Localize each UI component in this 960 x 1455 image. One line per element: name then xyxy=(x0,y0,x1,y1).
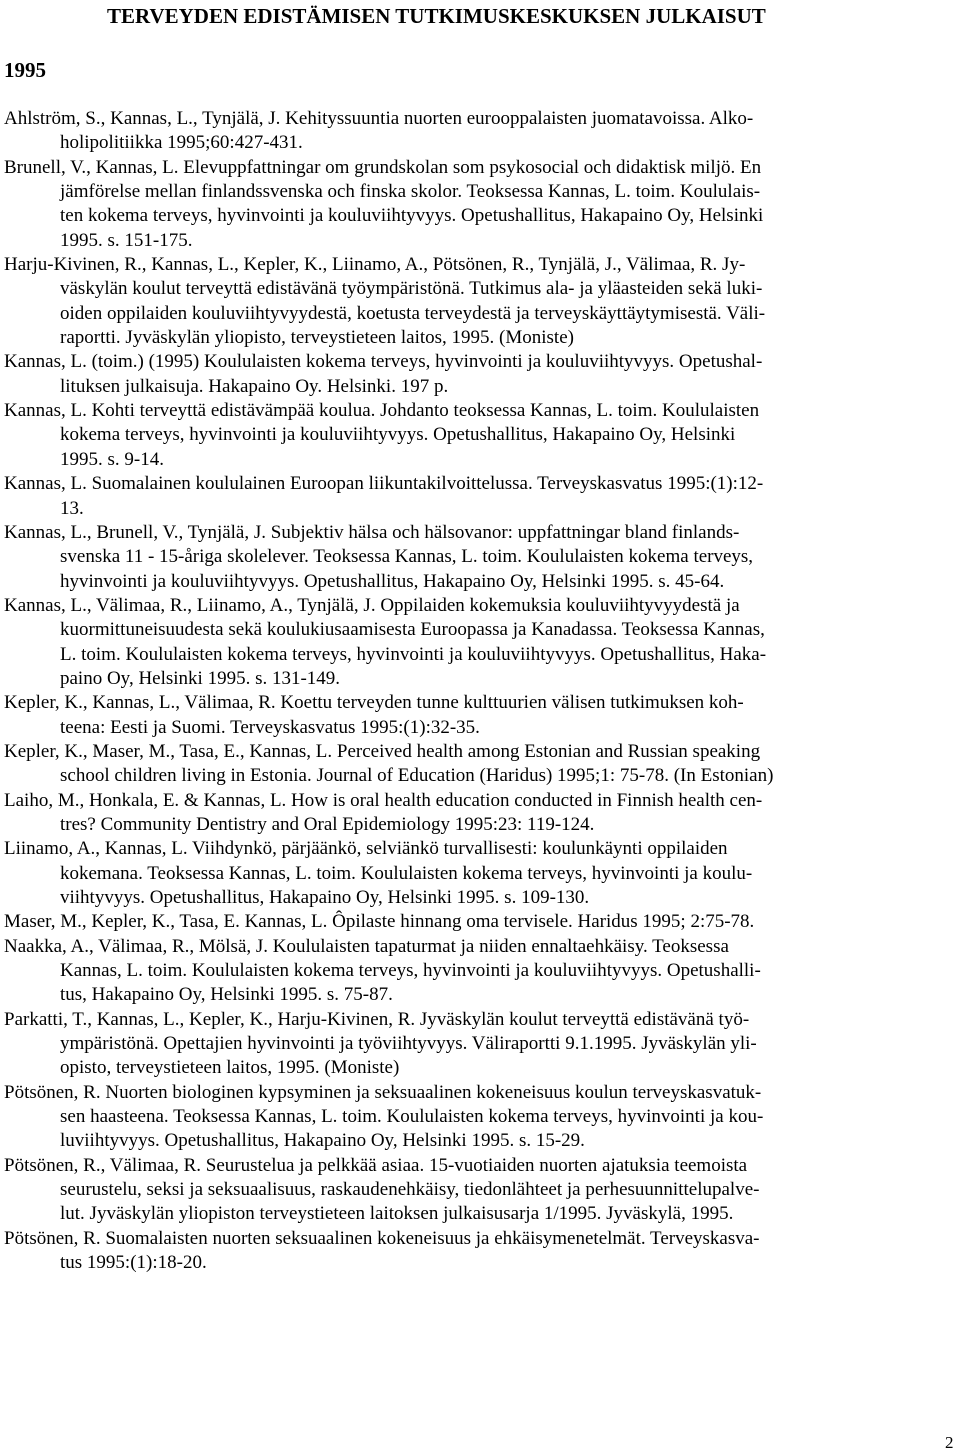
reference-line: school children living in Estonia. Journal of Education (Haridus) 1995;1: 75-78. (In Estonian) xyxy=(60,765,774,787)
reference-line: ympäristönä. Opettajien hyvinvointi ja työviihtyvyys. Väliraportti 9.1.1995. Jyväskylän yli- xyxy=(60,1033,757,1055)
reference-line: svenska 11 - 15-åriga skolelever. Teoksessa Kannas, L. toim. Koululaisten kokema terveys, xyxy=(60,546,754,568)
reference-line: kokemana. Teoksessa Kannas, L. toim. Koululaisten kokema terveys, hyvinvointi ja koulu- xyxy=(60,862,753,884)
reference-entry xyxy=(4,253,956,350)
reference-line: Naakka, A., Välimaa, R., Mölsä, J. Koululaisten tapaturmat ja niiden ennaltaehkäisy. Teoksessa xyxy=(4,935,729,957)
reference-line: ten kokema terveys, hyvinvointi ja kouluviihtyvyys. Opetushallitus, Hakapaino Oy, Helsinki xyxy=(60,205,764,227)
reference-line: Harju-Kivinen, R., Kannas, L., Kepler, K., Liinamo, A., Pötsönen, R., Tynjälä, J., Välimaa, R. Jy- xyxy=(4,254,746,276)
reference-entry xyxy=(4,1227,956,1276)
reference-entry xyxy=(4,521,956,594)
reference-entry xyxy=(4,1154,956,1227)
reference-line: L. toim. Koululaisten kokema terveys, hyvinvointi ja kouluviihtyvyys. Opetushallitus, Haka- xyxy=(60,643,767,665)
reference-entry xyxy=(4,935,956,1008)
reference-line: Kannas, L. (toim.) (1995) Koululaisten kokema terveys, hyvinvointi ja kouluviihtyvyys. Opetushal- xyxy=(4,351,763,373)
reference-line: Kannas, L. Kohti terveyttä edistävämpää koulua. Johdanto teoksessa Kannas, L. toim. Koululaisten xyxy=(4,400,760,422)
reference-line: sen haasteena. Teoksessa Kannas, L. toim. Koululaisten kokema terveys, hyvinvointi ja kou- xyxy=(60,1106,764,1128)
page-title: TERVEYDEN EDISTÄMISEN TUTKIMUSKESKUKSEN JULKAISUT xyxy=(107,4,766,28)
year-heading: 1995 xyxy=(4,58,46,82)
reference-line: jämförelse mellan finlandssvenska och finska skolor. Teoksessa Kannas, L. toim. Koululais- xyxy=(60,181,761,203)
reference-line: tus, Hakapaino Oy, Helsinki 1995. s. 75-87. xyxy=(60,984,393,1006)
reference-entry xyxy=(4,1008,956,1081)
reference-line: Pötsönen, R. Suomalaisten nuorten seksuaalinen kokeneisuus ja ehkäisymenetelmät. Terveyskasva- xyxy=(4,1227,760,1249)
reference-entry xyxy=(4,107,956,156)
reference-line: Brunell, V., Kannas, L. Elevuppfattningar om grundskolan som psykosocial och didaktisk miljö. En xyxy=(4,156,762,178)
reference-line: raportti. Jyväskylän yliopisto, terveystieteen laitos, 1995. (Moniste) xyxy=(60,327,574,349)
reference-entry xyxy=(4,594,956,691)
reference-line: kuormittuneisuudesta sekä koulukiusaamisesta Euroopassa ja Kanadassa. Teoksessa Kannas, xyxy=(60,619,765,641)
reference-line: luviihtyvyys. Opetushallitus, Hakapaino Oy, Helsinki 1995. s. 15-29. xyxy=(60,1130,585,1152)
reference-line: Kannas, L., Brunell, V., Tynjälä, J. Subjektiv hälsa och hälsovanor: uppfattningar bland finlands- xyxy=(4,521,740,543)
reference-line: 13. xyxy=(60,497,84,519)
page-number: 2 xyxy=(945,1433,954,1452)
reference-line: teena: Eesti ja Suomi. Terveyskasvatus 1995:(1):32-35. xyxy=(60,716,480,738)
reference-line: lut. Jyväskylän yliopiston terveystieteen laitoksen julkaisusarja 1/1995. Jyväskylä, 1995. xyxy=(60,1203,734,1225)
reference-entry xyxy=(4,399,956,472)
reference-line: opisto, terveystieteen laitos, 1995. (Moniste) xyxy=(60,1057,400,1079)
reference-line: Kannas, L. toim. Koululaisten kokema terveys, hyvinvointi ja kouluviihtyvyys. Opetushalli- xyxy=(60,960,761,982)
reference-line: viihtyvyys. Opetushallitus, Hakapaino Oy, Helsinki 1995. s. 109-130. xyxy=(60,887,590,908)
reference-entry xyxy=(4,350,956,399)
reference-entry xyxy=(4,910,956,934)
reference-line: tus 1995:(1):18-20. xyxy=(60,1252,207,1274)
reference-entry xyxy=(4,789,956,838)
reference-line: Maser, M., Kepler, K., Tasa, E. Kannas, L. Ôpilaste hinnang oma tervisele. Haridus 1995; 2:75-78. xyxy=(4,911,755,933)
reference-line: väskylän koulut terveyttä edistävänä työympäristönä. Tutkimus ala- ja yläasteiden sekä luki- xyxy=(60,278,763,300)
reference-line: Laiho, M., Honkala, E. & Kannas, L. How is oral health education conducted in Finnish health cen- xyxy=(4,789,763,811)
reference-entry xyxy=(4,740,956,789)
reference-line: Pötsönen, R. Nuorten biologinen kypsyminen ja seksuaalinen kokeneisuus koulun terveyskasvatuk- xyxy=(4,1081,762,1103)
reference-line: Ahlström, S., Kannas, L., Tynjälä, J. Kehityssuuntia nuorten eurooppalaisten juomatavoissa. Alko- xyxy=(4,108,754,129)
reference-line: seurustelu, seksi ja seksuaalisuus, raskaudenehkäisy, tiedonlähteet ja perhesuunnittelupalve- xyxy=(60,1179,760,1201)
reference-line: lituksen julkaisuja. Hakapaino Oy. Helsinki. 197 p. xyxy=(60,375,449,397)
reference-entry xyxy=(4,691,956,740)
reference-line: Liinamo, A., Kannas, L. Viihdynkö, pärjäänkö, selviänkö turvallisesti: koulunkäynti oppilaiden xyxy=(4,838,728,860)
reference-line: Parkatti, T., Kannas, L., Kepler, K., Harju-Kivinen, R. Jyväskylän koulut terveyttä edistävänä työ- xyxy=(4,1008,750,1030)
reference-line: paino Oy, Helsinki 1995. s. 131-149. xyxy=(60,667,341,689)
reference-line: Kannas, L., Välimaa, R., Liinamo, A., Tynjälä, J. Oppilaiden kokemuksia kouluviihtyvyydestä ja xyxy=(4,594,740,616)
reference-line: kokema terveys, hyvinvointi ja kouluviihtyvyys. Opetushallitus, Hakapaino Oy, Helsinki xyxy=(60,424,736,446)
reference-line: 1995. s. 151-175. xyxy=(60,229,193,251)
reference-list xyxy=(4,107,956,1276)
reference-line: holipolitiikka 1995;60:427-431. xyxy=(60,132,303,154)
reference-line: Kepler, K., Maser, M., Tasa, E., Kannas, L. Perceived health among Estonian and Russian speaking xyxy=(4,740,761,762)
reference-line: oiden oppilaiden kouluviihtyvyydestä, koetusta terveydestä ja terveyskäyttäytymisestä. Väli- xyxy=(60,302,766,324)
reference-line: Kepler, K., Kannas, L., Välimaa, R. Koettu terveyden tunne kulttuurien välisen tutkimuksen koh- xyxy=(4,692,744,714)
reference-line: Pötsönen, R., Välimaa, R. Seurustelua ja pelkkää asiaa. 15-vuotiaiden nuorten ajatuksia teemoista xyxy=(4,1154,748,1176)
reference-line: tres? Community Dentistry and Oral Epidemiology 1995:23: 119-124. xyxy=(60,813,595,835)
reference-entry xyxy=(4,472,956,521)
reference-line: 1995. s. 9-14. xyxy=(60,448,164,470)
reference-entry xyxy=(4,156,956,253)
reference-entry xyxy=(4,1081,956,1154)
reference-line: hyvinvointi ja kouluviihtyvyys. Opetushallitus, Hakapaino Oy, Helsinki 1995. s. 45-64. xyxy=(60,570,725,592)
reference-entry xyxy=(4,837,956,910)
reference-line: Kannas, L. Suomalainen koululainen Euroopan liikuntakilvoittelussa. Terveyskasvatus 1995:(1):12- xyxy=(4,473,764,495)
